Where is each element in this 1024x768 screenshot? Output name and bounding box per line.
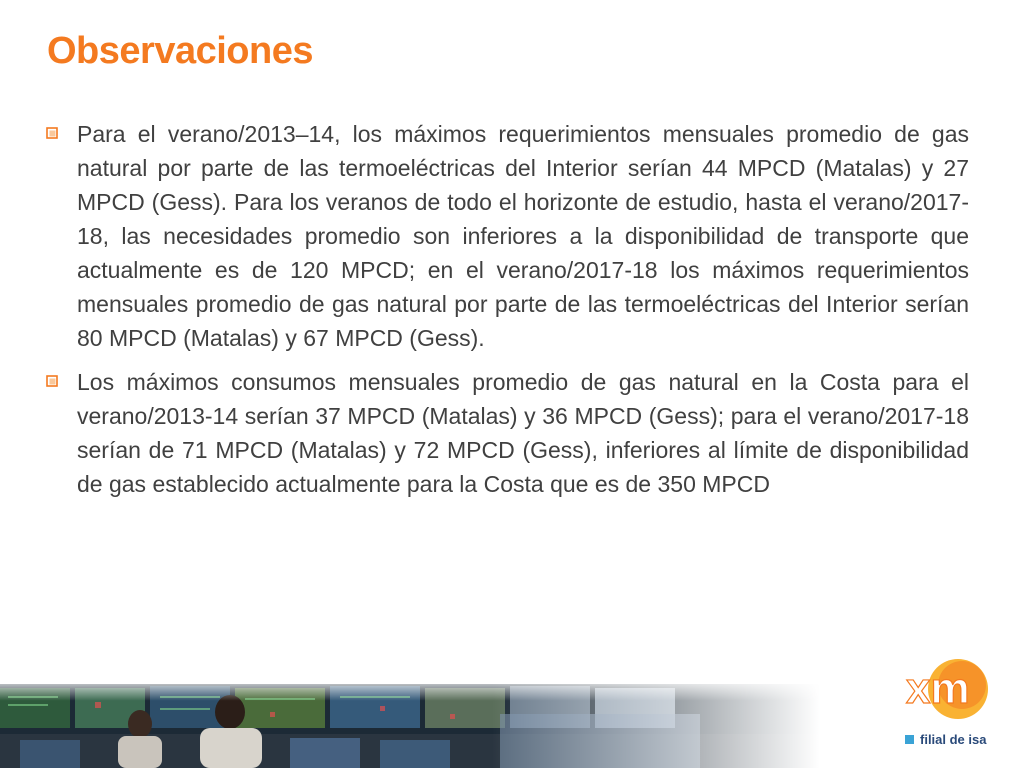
bullet-list <box>46 117 969 511</box>
tagline-text: filial de isa <box>920 732 987 747</box>
logo-tagline <box>905 732 986 747</box>
slide-title: Observaciones <box>47 30 313 72</box>
square-bullet-icon <box>46 127 58 139</box>
svg-text:xm: xm <box>906 664 970 713</box>
bullet-item <box>46 117 969 355</box>
control-room-photo <box>0 684 820 768</box>
bullet-text: Para el verano/2013–14, los máximos requerimientos mensuales promedio de gas natural por parte de las termoeléctricas del Interior serían 44 MPCD (Matalas) y 27 MPCD (Gess). Para los veranos de todo el horizonte de estudio, hasta el verano/2017-18, las necesidades promedio son inferiores a la disponibilidad de transporte que actualmente es de 120 MPCD; en el verano/2017-18 los máximos requerimientos mensuales promedio de gas natural por parte de las termoeléctricas del Interior serían 80 MPCD (Matalas) y 67 MPCD (Gess). <box>77 121 969 351</box>
square-bullet-icon <box>46 375 58 387</box>
square-icon <box>905 735 914 744</box>
bullet-text: Los máximos consumos mensuales promedio de gas natural en la Costa para el verano/2013-14 serían 37 MPCD (Matalas) y 36 MPCD (Gess); para el verano/2017-18 serían de 71 MPCD (Matalas) y 72 MPCD (Gess), inferiores al límite de disponibilidad de gas establecido actualmente para la Costa que es de 350 MPCD <box>77 369 969 497</box>
xm-logo <box>900 655 995 725</box>
bullet-item <box>46 365 969 501</box>
